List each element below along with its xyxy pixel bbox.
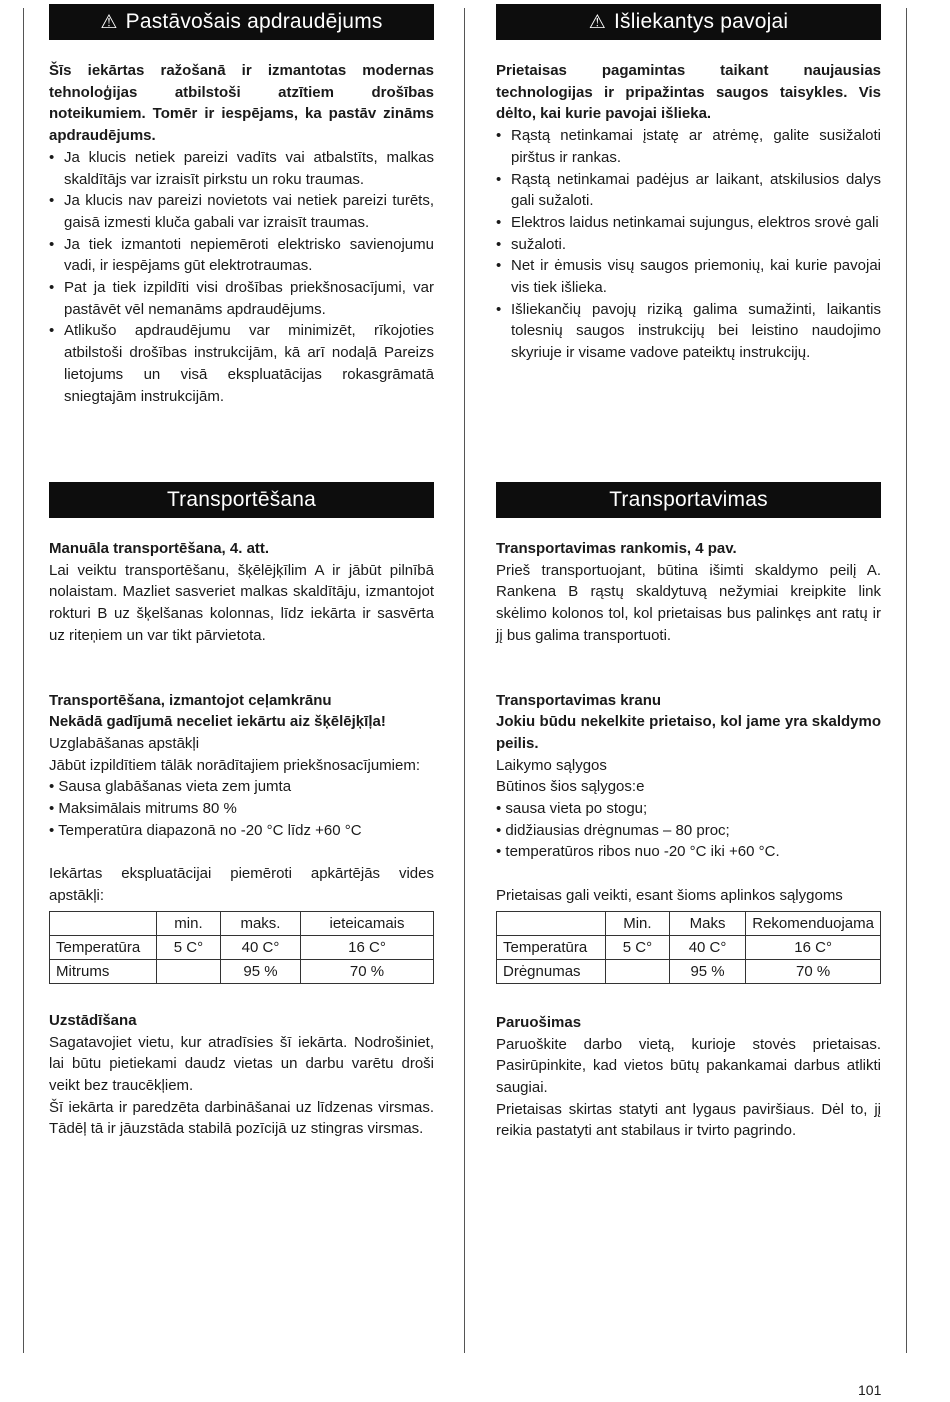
- storage-list: [49, 776, 434, 841]
- setup-text: Sagatavojiet vietu, kur atradīsies šī iekārta. Nodrošiniet, lai būtu pietiekami daudz vietas un darbu varētu droši veikt bez traucēkļiem.: [49, 1033, 434, 1094]
- environment-table: [49, 911, 434, 984]
- table-header-cell: ieteicamais: [301, 911, 434, 935]
- section-header-transport-lv: Transportēšana: [49, 482, 434, 518]
- table-cell: 16 C°: [301, 935, 434, 959]
- storage-heading: Uzglabāšanas apstākļi: [49, 734, 200, 752]
- list-item: • sužaloti.: [496, 234, 881, 256]
- list-item: • didžiausias drėgnumas – 80 proc;: [496, 820, 881, 842]
- list-item: • Pat ja tiek izpildīti visi drošības priekšnosacījumi, var pastāvēt vēl nemanāms apdraudējums.: [49, 277, 434, 320]
- list-item: • temperatūros ribos nuo -20 °C iki +60 °C.: [496, 841, 881, 863]
- table-cell: 40 C°: [220, 935, 300, 959]
- table-cell: 40 C°: [669, 935, 745, 959]
- list-item: • Atlikušo apdraudējumu var minimizēt, rīkojoties atbilstoši drošības instrukcijām, kā arī nodaļā Pareizs lietojums un visā ekspluatācijas rokasgrāmatā sniegtajām instrukcijām.: [49, 320, 434, 407]
- section-title: Išliekantys pavojai: [614, 10, 789, 33]
- manual-transport-heading: Transportavimas rankomis, 4 pav.: [496, 540, 737, 557]
- risk-section-lt: [496, 4, 881, 364]
- table-cell: 5 C°: [606, 935, 670, 959]
- list-item: • sausa vieta po stogu;: [496, 798, 881, 820]
- section-header-risk-lt: [496, 4, 881, 40]
- list-item: • Maksimālais mitrums 80 %: [49, 798, 434, 820]
- crane-transport-heading: Transportavimas kranu: [496, 691, 662, 709]
- table-header-cell: [50, 911, 157, 935]
- table-cell: Drėgnumas: [497, 959, 606, 983]
- crane-warning: Jokiu būdu nekelkite prietaiso, kol jame yra skaldymo peilis.: [496, 713, 881, 752]
- transport-section-lt: [496, 482, 881, 1142]
- crane-transport-heading: Transportēšana, izmantojot ceļamkrānu: [49, 691, 332, 709]
- table-cell: 5 C°: [157, 935, 221, 959]
- column-divider-right: [906, 8, 907, 1353]
- environment-table: [496, 911, 881, 984]
- risk-list: [49, 147, 434, 407]
- section-header-risk-lv: [49, 4, 434, 40]
- risk-intro: Šīs iekārtas ražošanā ir izmantotas modernas tehnoloģijas atbilstoši atzītiem drošības noteikumiem. Tomēr ir iespējams, ka pastāv zināms apdraudējums.: [49, 62, 434, 145]
- table-row: [50, 959, 434, 983]
- table-header-row: [50, 911, 434, 935]
- list-item: • Sausa glabāšanas vieta zem jumta: [49, 776, 434, 798]
- environment-text: Iekārtas ekspluatācijai piemēroti apkārtējās vides apstākļi:: [49, 865, 434, 905]
- warning-triangle-icon: ⚠: [588, 12, 606, 33]
- setup-text: Paruoškite darbo vietą, kurioje stovės prietaisas. Pasirūpinkite, kad vietos būtų pakankamai darbus atlikti saugiai.: [496, 1035, 881, 1096]
- table-cell: Temperatūra: [497, 935, 606, 959]
- crane-warning: Nekādā gadījumā neceliet iekārtu aiz šķēlējķīļa!: [49, 713, 386, 731]
- setup-text: Prietaisas skirtas statyti ant lygaus paviršiaus. Dėl to, jį reikia pastatyti ant stabilaus ir tvirto pagrindo.: [496, 1100, 881, 1140]
- column-divider-left: [23, 8, 24, 1353]
- list-item: • Ja klucis netiek pareizi vadīts vai atbalstīts, malkas skaldītājs var izraisīt pirkstu un roku traumas.: [49, 147, 434, 190]
- warning-triangle-icon: ⚠: [100, 12, 118, 33]
- table-header-row: [497, 911, 881, 935]
- column-divider-center: [464, 8, 465, 1353]
- table-cell: [157, 959, 221, 983]
- list-item: • Ja klucis nav pareizi novietots vai netiek pareizi turēts, gaisā izmesti kluča gabali var izraisīt traumas.: [49, 190, 434, 233]
- list-item: • Temperatūra diapazonā no -20 °C līdz +60 °C: [49, 820, 434, 842]
- table-header-cell: maks.: [220, 911, 300, 935]
- table-header-cell: Min.: [606, 911, 670, 935]
- table-row: [497, 935, 881, 959]
- table-header-cell: Rekomenduojama: [746, 911, 881, 935]
- storage-intro: Jābūt izpildītiem tālāk norādītajiem priekšnosacījumiem:: [49, 756, 420, 774]
- environment-text: Prietaisas gali veikti, esant šioms aplinkos sąlygoms: [496, 887, 843, 905]
- list-item: • Išliekančių pavojų riziką galima sumažinti, laikantis tolesnių saugos instrukcijų bei leistino naudojimo skyriuje ir visame vadove pateiktų instrukcijų.: [496, 299, 881, 364]
- table-cell: [606, 959, 670, 983]
- risk-section-lv: [49, 4, 434, 407]
- list-item: • Ja tiek izmantoti nepiemēroti elektrisko savienojumu vadi, ir iespējams gūt elektrotraumas.: [49, 234, 434, 277]
- table-header-cell: Maks: [669, 911, 745, 935]
- table-cell: 70 %: [746, 959, 881, 983]
- storage-list: [496, 798, 881, 863]
- manual-transport-heading: Manuāla transportēšana, 4. att.: [49, 540, 270, 557]
- list-item: • Rąstą netinkamai padėjus ar laikant, atskilusios dalys gali sužaloti.: [496, 169, 881, 212]
- setup-text: Šī iekārta ir paredzēta darbināšanai uz līdzenas virsmas. Tādēļ tā ir jāuzstāda stabilā pozīcijā uz stingras virsmas.: [49, 1098, 434, 1138]
- setup-heading: Paruošimas: [496, 1013, 582, 1031]
- table-header-cell: [497, 911, 606, 935]
- table-cell: 95 %: [669, 959, 745, 983]
- list-item: • Rąstą netinkamai įstatę ar atrėmę, galite susižaloti pirštus ir rankas.: [496, 125, 881, 168]
- manual-transport-text: Prieš transportuojant, būtina išimti skaldymo peilį A. Rankena B rąstų skaldytuvą nežymiai kreipkite link skėlimo kolonos tol, kol prietaisas bus palinkęs ant ratų ir jį bus galima transportuoti.: [496, 561, 881, 644]
- setup-heading: Uzstādīšana: [49, 1011, 137, 1029]
- transport-section-lv: [49, 482, 434, 1140]
- table-cell: 95 %: [220, 959, 300, 983]
- storage-heading: Laikymo sąlygos: [496, 756, 607, 774]
- section-header-transport-lt: Transportavimas: [496, 482, 881, 518]
- table-cell: Mitrums: [50, 959, 157, 983]
- table-row: [50, 935, 434, 959]
- risk-intro: Prietaisas pagamintas taikant naujausias technologijas ir pripažintas saugos taisykles. Vis dėlto, kai kurie pavojai išlieka.: [496, 62, 881, 123]
- table-row: [497, 959, 881, 983]
- table-cell: 16 C°: [746, 935, 881, 959]
- table-header-cell: min.: [157, 911, 221, 935]
- manual-transport-text: Lai veiktu transportēšanu, šķēlējķīlim A ir jābūt pilnībā nolaistam. Mazliet sasveriet malkas skaldītāju, izmantojot rokturi B uz šķelšanas kolonnas, līdz iekārta ir sasvērta uz riteņiem un var tikt pārvietota.: [49, 561, 434, 644]
- risk-list: [496, 125, 881, 364]
- table-cell: 70 %: [301, 959, 434, 983]
- list-item: • Net ir ėmusis visų saugos priemonių, kai kurie pavojai vis tiek išlieka.: [496, 255, 881, 298]
- table-cell: Temperatūra: [50, 935, 157, 959]
- section-title: Pastāvošais apdraudējums: [125, 10, 383, 33]
- list-item: • Elektros laidus netinkamai sujungus, elektros srovė gali: [496, 212, 881, 234]
- page-number: 101: [858, 1382, 882, 1398]
- storage-intro: Būtinos šios sąlygos:e: [496, 778, 645, 796]
